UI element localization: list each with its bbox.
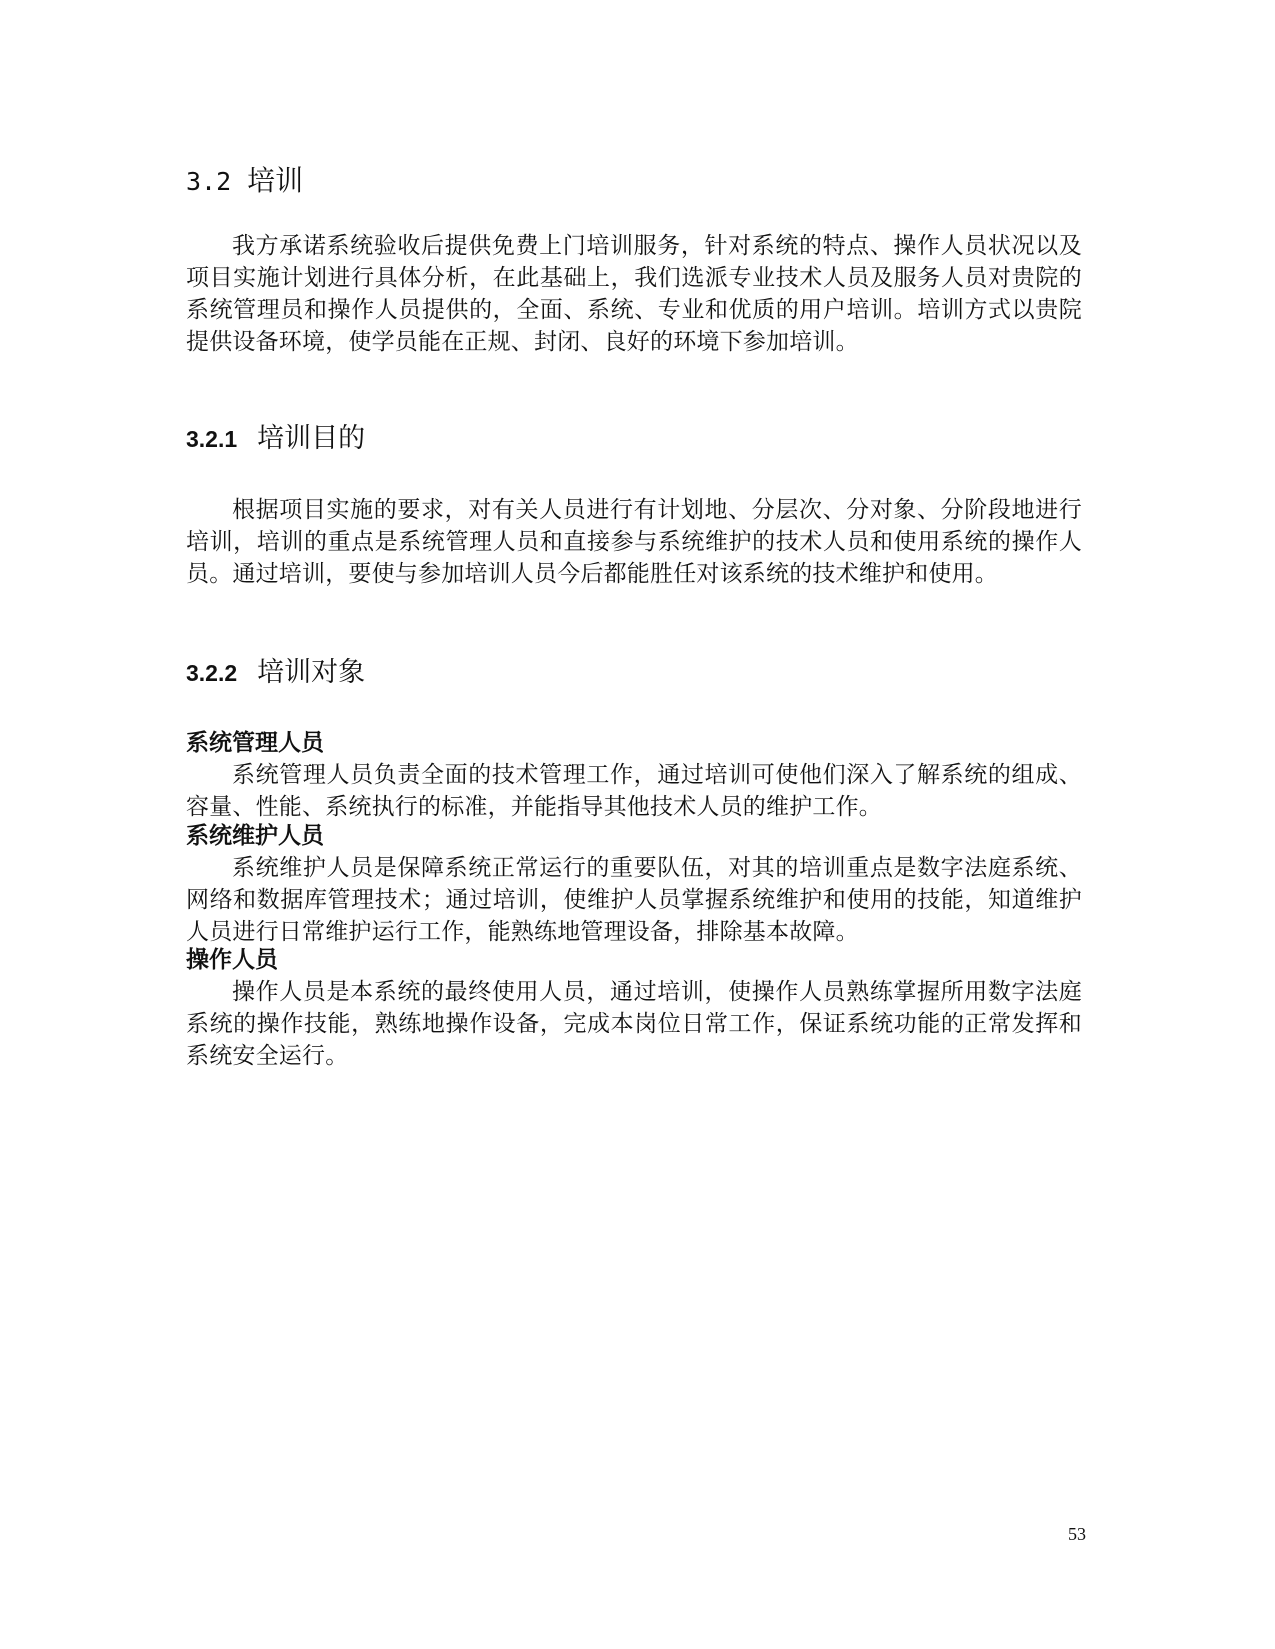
purpose-number: 3.2.1 [186, 426, 238, 452]
page-number: 53 [1068, 1524, 1086, 1544]
target-maintenance-title: 系统维护人员 [186, 823, 324, 849]
section-number: 3.2 [186, 167, 232, 196]
target-operator-text: 操作人员是本系统的最终使用人员，通过培训，使操作人员熟练掌握所用数字法庭系统的操作技能，熟练地操作设备，完成本岗位日常工作，保证系统功能的正常发挥和系统安全运行。 [186, 979, 1082, 1069]
targets-title: 培训对象 [257, 657, 366, 688]
section-intro-paragraph: 我方承诺系统验收后提供免费上门培训服务，针对系统的特点、操作人员状况以及项目实施计划进行具体分析，在此基础上，我们选派专业技术人员及服务人员对贵院的系统管理员和操作人员提供的，全面、系统、专业和优质的用户培训。培训方式以贵院提供设备环境，使学员能在正规、封闭、良好的环境下参加培训。 [186, 233, 1082, 355]
target-admin-title: 系统管理人员 [186, 730, 324, 756]
purpose-paragraph: 根据项目实施的要求，对有关人员进行有计划地、分层次、分对象、分阶段地进行培训，培训的重点是系统管理人员和直接参与系统维护的技术人员和使用系统的操作人员。通过培训，要使与参加培训人员今后都能胜任对该系统的技术维护和使用。 [186, 497, 1082, 587]
section-heading [186, 163, 303, 200]
purpose-title: 培训目的 [257, 423, 366, 454]
section-title: 培训 [247, 164, 304, 197]
target-maintenance-text: 系统维护人员是保障系统正常运行的重要队伍，对其的培训重点是数字法庭系统、网络和数据库管理技术；通过培训，使维护人员掌握系统维护和使用的技能，知道维护人员进行日常维护运行工作，能熟练地管理设备，排除基本故障。 [186, 855, 1082, 945]
purpose-heading [186, 421, 365, 457]
targets-number: 3.2.2 [186, 660, 238, 686]
targets-heading [186, 655, 365, 691]
target-admin-text: 系统管理人员负责全面的技术管理工作，通过培训可使他们深入了解系统的组成、容量、性能、系统执行的标准，并能指导其他技术人员的维护工作。 [186, 762, 1082, 820]
target-operator-title: 操作人员 [186, 947, 278, 973]
